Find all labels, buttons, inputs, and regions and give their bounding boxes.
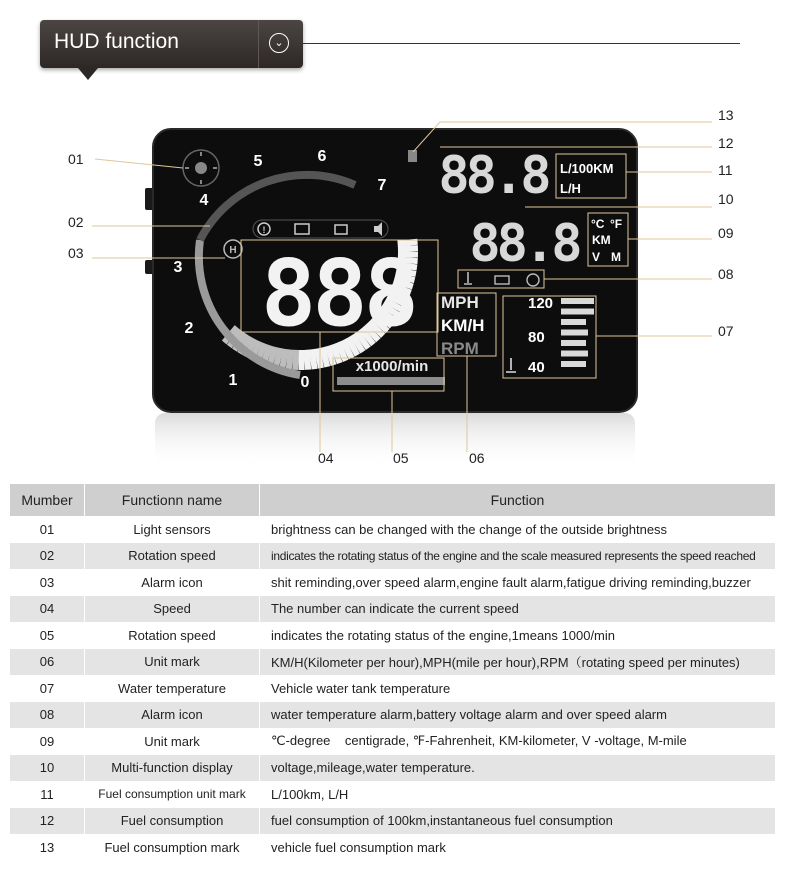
row-number: 02 xyxy=(10,543,85,570)
row-function: indicates the rotating status of the engine,1means 1000/min xyxy=(260,622,776,649)
row-name: Rotation speed xyxy=(85,543,260,570)
callout-07: 07 xyxy=(718,323,734,339)
row-function: brightness can be changed with the change of the outside brightness xyxy=(260,516,776,543)
rpm-label: x1000/min xyxy=(355,358,429,375)
row-name: Unit mark xyxy=(85,728,260,755)
gauge-label: 3 xyxy=(173,259,183,276)
callout-12: 12 xyxy=(718,135,734,151)
hud-function-table xyxy=(10,484,776,861)
row-function: voltage,mileage,water temperature. xyxy=(260,755,776,782)
unit-celsius: °C xyxy=(591,217,605,231)
row-number: 01 xyxy=(10,516,85,543)
callout-03: 03 xyxy=(68,245,84,261)
gauge-tick xyxy=(307,350,308,370)
unit-km: KM xyxy=(592,233,611,247)
row-name: Alarm icon xyxy=(85,702,260,729)
unit-rpm: RPM xyxy=(441,339,479,358)
temp-scale-120: 120 xyxy=(528,295,554,312)
svg-text:H: H xyxy=(229,245,237,256)
row-number: 03 xyxy=(10,569,85,596)
unit-kmh: KM/H xyxy=(441,316,485,335)
gauge-label: 6 xyxy=(317,148,327,165)
callout-09: 09 xyxy=(718,225,734,241)
row-number: 04 xyxy=(10,596,85,623)
gauge-label: 7 xyxy=(377,177,387,194)
table-row xyxy=(10,781,776,808)
unit-v: V xyxy=(592,250,601,264)
callout-11: 11 xyxy=(718,162,733,178)
temp-bar xyxy=(561,361,586,367)
row-function: fuel consumption of 100km,instantaneous fuel consumption xyxy=(260,808,776,835)
table-row xyxy=(10,543,776,570)
section-title: HUD function xyxy=(54,30,179,53)
fuel-pump-icon xyxy=(408,150,417,162)
row-function: L/100km, L/H xyxy=(260,781,776,808)
temp-bar xyxy=(561,351,588,357)
gauge-label: 0 xyxy=(300,374,310,391)
multi-function-digits: 88.8 xyxy=(469,214,579,274)
row-name: Unit mark xyxy=(85,649,260,676)
temp-bar xyxy=(561,340,586,346)
callout-08: 08 xyxy=(718,266,734,282)
callout-06: 06 xyxy=(469,450,485,466)
row-name: Fuel consumption unit mark xyxy=(85,781,260,808)
row-number: 08 xyxy=(10,702,85,729)
temp-bar xyxy=(561,309,594,315)
row-function: Vehicle water tank temperature xyxy=(260,675,776,702)
gauge-tick xyxy=(282,349,285,369)
column-header-name: Functionn name xyxy=(85,484,260,516)
row-number: 09 xyxy=(10,728,85,755)
gauge-tick xyxy=(295,350,296,370)
table-row xyxy=(10,516,776,543)
unit-mph: MPH xyxy=(441,293,479,312)
light-sensor-core xyxy=(195,162,207,174)
temp-scale-40: 40 xyxy=(528,359,545,376)
svg-text:!: ! xyxy=(262,225,266,235)
row-name: Multi-function display xyxy=(85,755,260,782)
gauge-label: 1 xyxy=(228,372,238,389)
table-row xyxy=(10,702,776,729)
row-name: Fuel consumption mark xyxy=(85,834,260,861)
table-row xyxy=(10,834,776,861)
callout-05: 05 xyxy=(393,450,409,466)
row-name: Rotation speed xyxy=(85,622,260,649)
gauge-tick xyxy=(312,349,314,369)
row-name: Speed xyxy=(85,596,260,623)
unit-fahrenheit: °F xyxy=(610,217,623,231)
row-number: 13 xyxy=(10,834,85,861)
gauge-label: 2 xyxy=(184,320,194,337)
row-function: indicates the rotating status of the engine and the scale measured represents the speed reached xyxy=(260,543,776,570)
rpm-bar xyxy=(337,377,445,385)
gauge-label: 5 xyxy=(253,153,263,170)
row-function: ℃-degree centigrade, ℉-Fahrenheit, KM-kilometer, V -voltage, M-mile xyxy=(260,728,776,755)
row-number: 05 xyxy=(10,622,85,649)
row-number: 11 xyxy=(10,781,85,808)
temp-bar xyxy=(561,298,594,304)
row-function: The number can indicate the current speed xyxy=(260,596,776,623)
row-function: shit reminding,over speed alarm,engine fault alarm,fatigue driving reminding,buzzer xyxy=(260,569,776,596)
row-number: 07 xyxy=(10,675,85,702)
speed-digits: 888 xyxy=(260,240,416,347)
row-number: 06 xyxy=(10,649,85,676)
callout-13: 13 xyxy=(718,107,734,123)
row-name: Light sensors xyxy=(85,516,260,543)
fuel-unit-l100km: L/100KM xyxy=(560,161,614,176)
callout-01: 01 xyxy=(68,151,84,167)
row-number: 10 xyxy=(10,755,85,782)
row-name: Alarm icon xyxy=(85,569,260,596)
gauge-label: 4 xyxy=(199,192,209,209)
table-row xyxy=(10,569,776,596)
temp-scale-80: 80 xyxy=(528,329,545,346)
table-row xyxy=(10,808,776,835)
temp-bar xyxy=(561,330,588,336)
column-header-number: Mumber xyxy=(10,484,85,516)
table-row xyxy=(10,675,776,702)
row-name: Fuel consumption xyxy=(85,808,260,835)
chevron-down-icon[interactable]: ⌄ xyxy=(269,33,289,53)
callout-10: 10 xyxy=(718,191,734,207)
row-function: water temperature alarm,battery voltage alarm and over speed alarm xyxy=(260,702,776,729)
table-row xyxy=(10,728,776,755)
table-row xyxy=(10,755,776,782)
row-number: 12 xyxy=(10,808,85,835)
gauge-tick xyxy=(289,350,291,370)
table-row xyxy=(10,622,776,649)
callout-02: 02 xyxy=(68,214,84,230)
fuel-unit-lh: L/H xyxy=(560,181,581,196)
row-function: KM/H(Kilometer per hour),MPH(mile per hour),RPM（rotating speed per minutes) xyxy=(260,649,776,676)
table-row xyxy=(10,596,776,623)
unit-m: M xyxy=(611,250,621,264)
callout-04: 04 xyxy=(318,450,334,466)
fuel-digits: 88.8 xyxy=(438,146,548,206)
temp-bar xyxy=(561,319,586,325)
row-function: vehicle fuel consumption mark xyxy=(260,834,776,861)
table-row xyxy=(10,649,776,676)
row-name: Water temperature xyxy=(85,675,260,702)
column-header-function: Function xyxy=(260,484,776,516)
